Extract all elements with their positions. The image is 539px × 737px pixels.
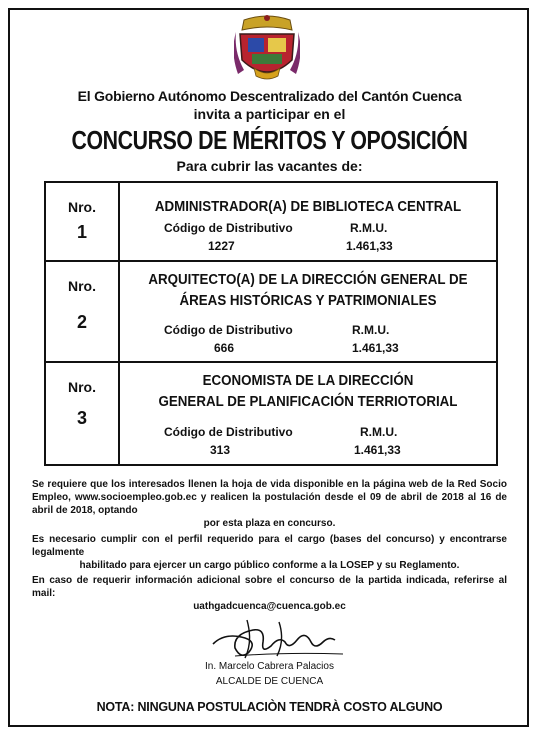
page-title: CONCURSO DE MÉRITOS Y OPOSICIÓN xyxy=(71,125,468,155)
paragraph-requisitos xyxy=(32,533,507,572)
code-label: Código de Distributivo xyxy=(164,221,293,235)
paragraph-last-line: por esta plaza en concurso. xyxy=(203,518,336,529)
table-row xyxy=(46,262,496,363)
rmu-label: R.M.U. xyxy=(360,425,398,439)
nro-cell xyxy=(46,363,120,464)
paragraph-informacion xyxy=(32,574,507,613)
position-title-line2: GENERAL DE PLANIFICACIÓN TERRIOTORIAL xyxy=(158,394,458,410)
table-row xyxy=(46,183,496,262)
nro-value: 2 xyxy=(76,312,87,332)
rmu-value: 1.461,33 xyxy=(354,443,401,457)
rmu-label: R.M.U. xyxy=(352,323,390,337)
signatory-name: In. Marcelo Cabrera Palacios xyxy=(205,661,334,672)
paragraph-text: En caso de requerir información adicional sobre el concurso de la partida indicada, referirse al mail: xyxy=(32,575,507,599)
paragraph-text: Se requiere que los interesados llenen la hoja de vida disponible en la página web de la Red Socio Empleo, www.socioempleo.gob.ec y realicen la postulación desde el 09 de abril de 2018 al 16 de abril de 2018, optando xyxy=(32,479,507,516)
code-label: Código de Distributivo xyxy=(164,425,293,439)
nro-value: 1 xyxy=(76,222,87,242)
intro-line-1: El Gobierno Autónomo Descentralizado del Cantón Cuenca xyxy=(77,88,462,104)
paragraph-last-line: habilitado para ejercer un cargo público conforme a la LOSEP y su Reglamento. xyxy=(79,560,460,571)
rmu-label: R.M.U. xyxy=(350,221,388,235)
signature-icon xyxy=(205,612,355,662)
paragraph-postulacion xyxy=(32,478,507,530)
rmu-value: 1.461,33 xyxy=(346,239,393,253)
nro-label: Nro. xyxy=(68,278,96,294)
nro-label: Nro. xyxy=(68,379,96,395)
code-value: 313 xyxy=(210,443,231,457)
code-value: 1227 xyxy=(208,239,235,253)
rmu-value: 1.461,33 xyxy=(352,341,399,355)
nro-label: Nro. xyxy=(68,199,96,215)
nro-value: 3 xyxy=(76,408,87,428)
position-title: ADMINISTRADOR(A) DE BIBLIOTECA CENTRAL xyxy=(154,199,462,215)
position-title-line2: ÁREAS HISTÓRICAS Y PATRIMONIALES xyxy=(179,293,437,309)
contact-email[interactable]: uathgadcuenca@cuenca.gob.ec xyxy=(193,601,346,612)
note-text: NOTA: NINGUNA POSTULACIÒN TENDRÀ COSTO ALGUNO xyxy=(96,700,443,714)
coat-of-arms-icon xyxy=(234,12,300,84)
signatory-role: ALCALDE DE CUENCA xyxy=(215,676,324,687)
vacancies-table xyxy=(44,181,498,466)
position-title: ARQUITECTO(A) DE LA DIRECCIÓN GENERAL DE xyxy=(148,272,468,288)
paragraph-text: Es necesario cumplir con el perfil requerido para el cargo (bases del concurso) y encontrarse legalmente xyxy=(32,534,507,558)
table-row xyxy=(46,363,496,464)
code-label: Código de Distributivo xyxy=(164,323,293,337)
intro-line-2: invita a participar en el xyxy=(193,106,346,122)
subtitle: Para cubrir las vacantes de: xyxy=(176,158,363,174)
code-value: 666 xyxy=(214,341,235,355)
nro-cell xyxy=(46,262,120,361)
nro-cell xyxy=(46,183,120,260)
position-title: ECONOMISTA DE LA DIRECCIÓN xyxy=(202,373,414,389)
